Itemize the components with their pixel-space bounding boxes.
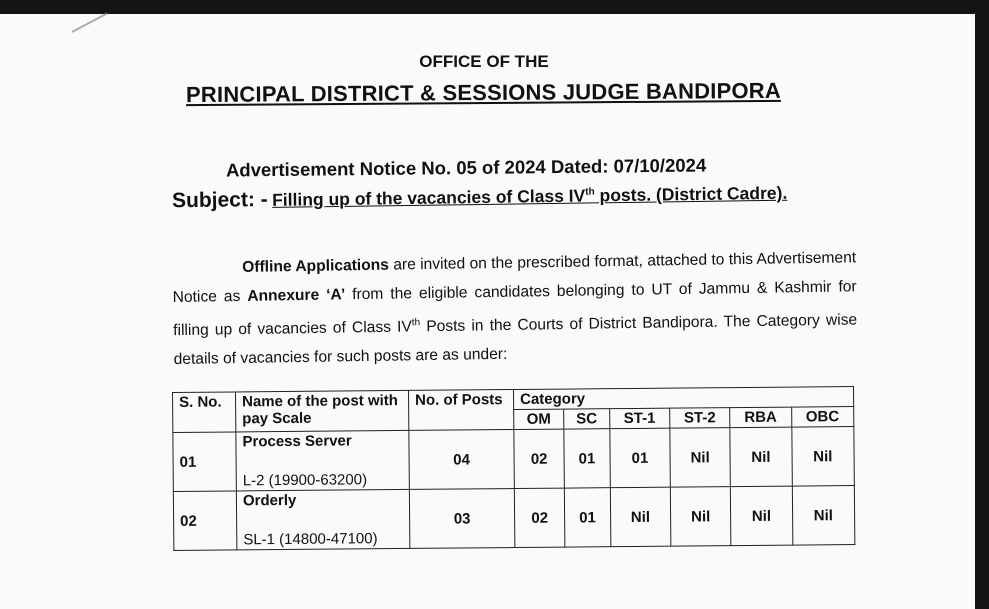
row-sc: 01 [564,488,610,547]
row-sno: 01 [173,432,237,492]
body-paragraph: Offline Applications are invited on the prescribed format, attached to this Advertisement Notice as Annexure ‘A’ from the eligible candidates belonging to UT of Jammu & Kashmir for filling up of vacancies of Class IVth Posts in the Courts of District Bandipora. The Category wise details of vacancies for such posts are as under: [172,249,858,369]
row-sc: 01 [564,429,610,488]
row-st2: Nil [670,428,731,488]
right-dark-border [975,0,989,609]
pencil-mark [72,12,108,33]
post-pay-scale: L-2 (19900-63200) [242,471,368,490]
notice-title: Advertisement Notice No. 05 of 2024 Dated: 07/10/2024 [225,154,707,181]
header-post-name: Name of the post with pay Scale [236,390,409,432]
office-of-heading: OFFICE OF THE [419,52,549,71]
header-cat-st1: ST-1 [609,408,669,429]
office-name-heading: PRINCIPAL DISTRICT & SESSIONS JUDGE BANDIPORA [185,77,781,108]
row-rba: Nil [731,486,793,546]
table-row [173,486,854,551]
header-cat-rba: RBA [730,407,792,428]
header-no-of-posts: No. of Posts [408,390,513,431]
row-sno: 02 [173,491,237,551]
row-posts: 03 [409,489,515,549]
row-obc: Nil [791,427,854,487]
top-dark-border [0,0,989,14]
row-st2: Nil [670,487,731,547]
row-st1: 01 [610,428,671,488]
row-st1: Nil [610,487,671,547]
header-category: Category [513,387,853,410]
vacancy-table [172,386,855,551]
row-om: 02 [514,488,565,547]
header-sno: S. No. [173,392,236,433]
row-post [236,430,410,491]
header-cat-st2: ST-2 [670,408,730,429]
header-cat-om: OM [514,409,564,429]
offline-applications-text: Offline Applications [242,256,390,276]
row-om: 02 [514,429,565,488]
header-cat-sc: SC [564,409,610,429]
subject-line [172,181,788,214]
row-posts: 04 [409,430,515,490]
post-name: Process Server [242,432,352,451]
post-name: Orderly [242,491,297,510]
row-rba: Nil [730,427,792,487]
header-cat-obc: OBC [791,407,854,428]
row-post [236,489,410,550]
subject-label: Subject: - [171,187,268,213]
row-obc: Nil [792,486,855,546]
document-page [0,14,975,609]
annexure-text: Annexure ‘A’ [247,286,346,305]
post-pay-scale: SL-1 (14800-47100) [243,530,378,549]
subject-text: Filling up of the vacancies of Class IVth posts. (District Cadre). [272,182,788,210]
table-row [173,427,854,492]
